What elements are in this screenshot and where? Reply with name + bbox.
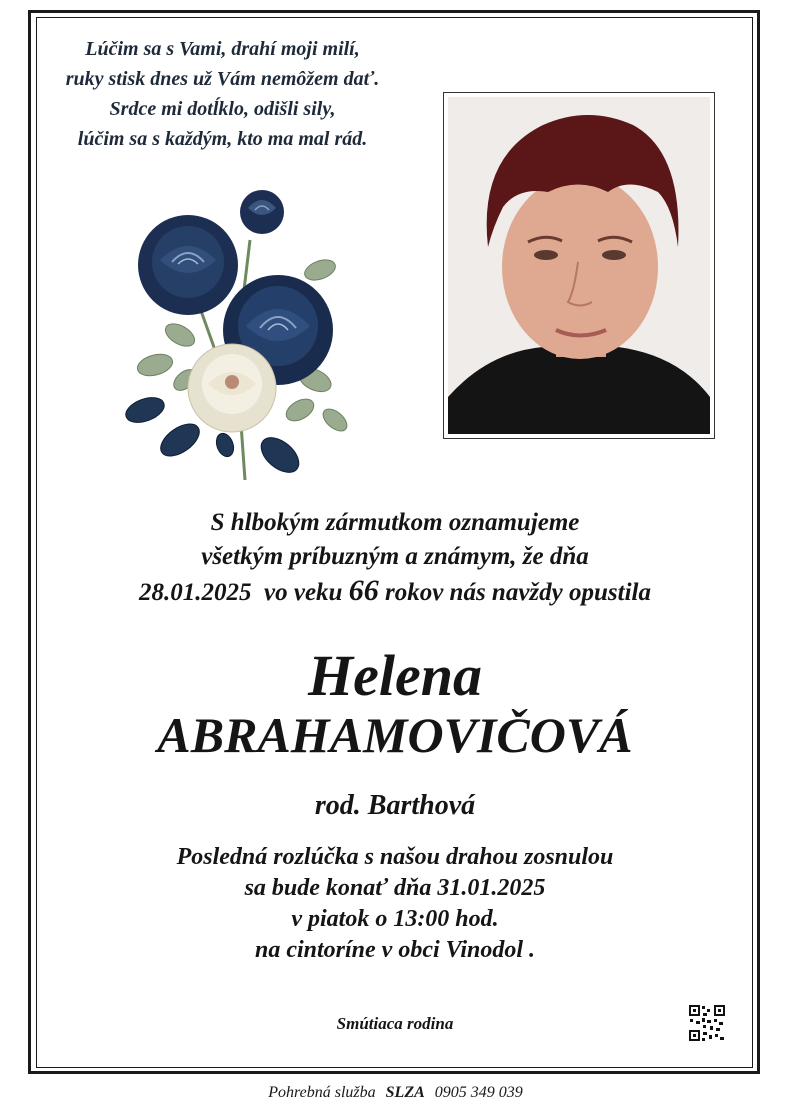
portrait-illustration (448, 97, 710, 434)
age-value: 66 (348, 574, 379, 607)
rose-bud-top (240, 190, 284, 234)
funeral-line: sa bude konať dňa 31.01.2025 (244, 875, 546, 901)
rose-dark-left (138, 215, 238, 315)
footer-brand: SLZA (385, 1084, 425, 1101)
farewell-poem (50, 34, 395, 154)
deceased-first-name: Helena (308, 643, 482, 708)
face (502, 175, 658, 359)
right-eye (602, 250, 626, 260)
funeral-details (60, 842, 730, 966)
announcement-line-2: všetkým príbuzným a známym, že dňa (201, 543, 589, 570)
footer (0, 1084, 791, 1102)
age-suffix: rokov nás navždy opustila (384, 579, 651, 606)
age-prefix: vo veku (264, 579, 343, 606)
footer-label: Pohrebná služba (268, 1084, 376, 1101)
announcement-line-3 (60, 574, 730, 610)
funeral-line: Posledná rozlúčka s našou drahou zosnulou (176, 844, 614, 870)
poem-line: ruky stisk dnes už Vám nemôžem dať. (65, 68, 380, 90)
funeral-line: v piatok o 13:00 hod. (291, 906, 499, 932)
portrait-photo (448, 97, 710, 434)
poem-line: Srdce mi dotĺklo, odišli sily, (109, 98, 336, 120)
portrait-frame (443, 92, 715, 439)
date-of-death: 28.01.2025 (139, 579, 252, 606)
funeral-line: na cintoríne v obci Vinodol . (254, 937, 536, 963)
announcement (60, 506, 730, 610)
rose-white (188, 344, 276, 432)
qr-code-icon[interactable] (688, 1004, 726, 1042)
maiden-name: rod. Barthová (314, 790, 476, 821)
poem-line: Lúčim sa s Vami, drahí moji milí, (85, 38, 360, 60)
family-signature: Smútiaca rodina (336, 1014, 454, 1033)
poem-line: lúčim sa s každým, kto ma mal rád. (77, 128, 368, 150)
deceased-surname: ABRAHAMOVIČOVÁ (157, 707, 633, 763)
announcement-line-1: S hlbokým zármutkom oznamujeme (210, 509, 580, 536)
left-eye (534, 250, 558, 260)
roses-illustration (120, 180, 360, 490)
footer-phone[interactable]: 0905 349 039 (434, 1084, 523, 1101)
